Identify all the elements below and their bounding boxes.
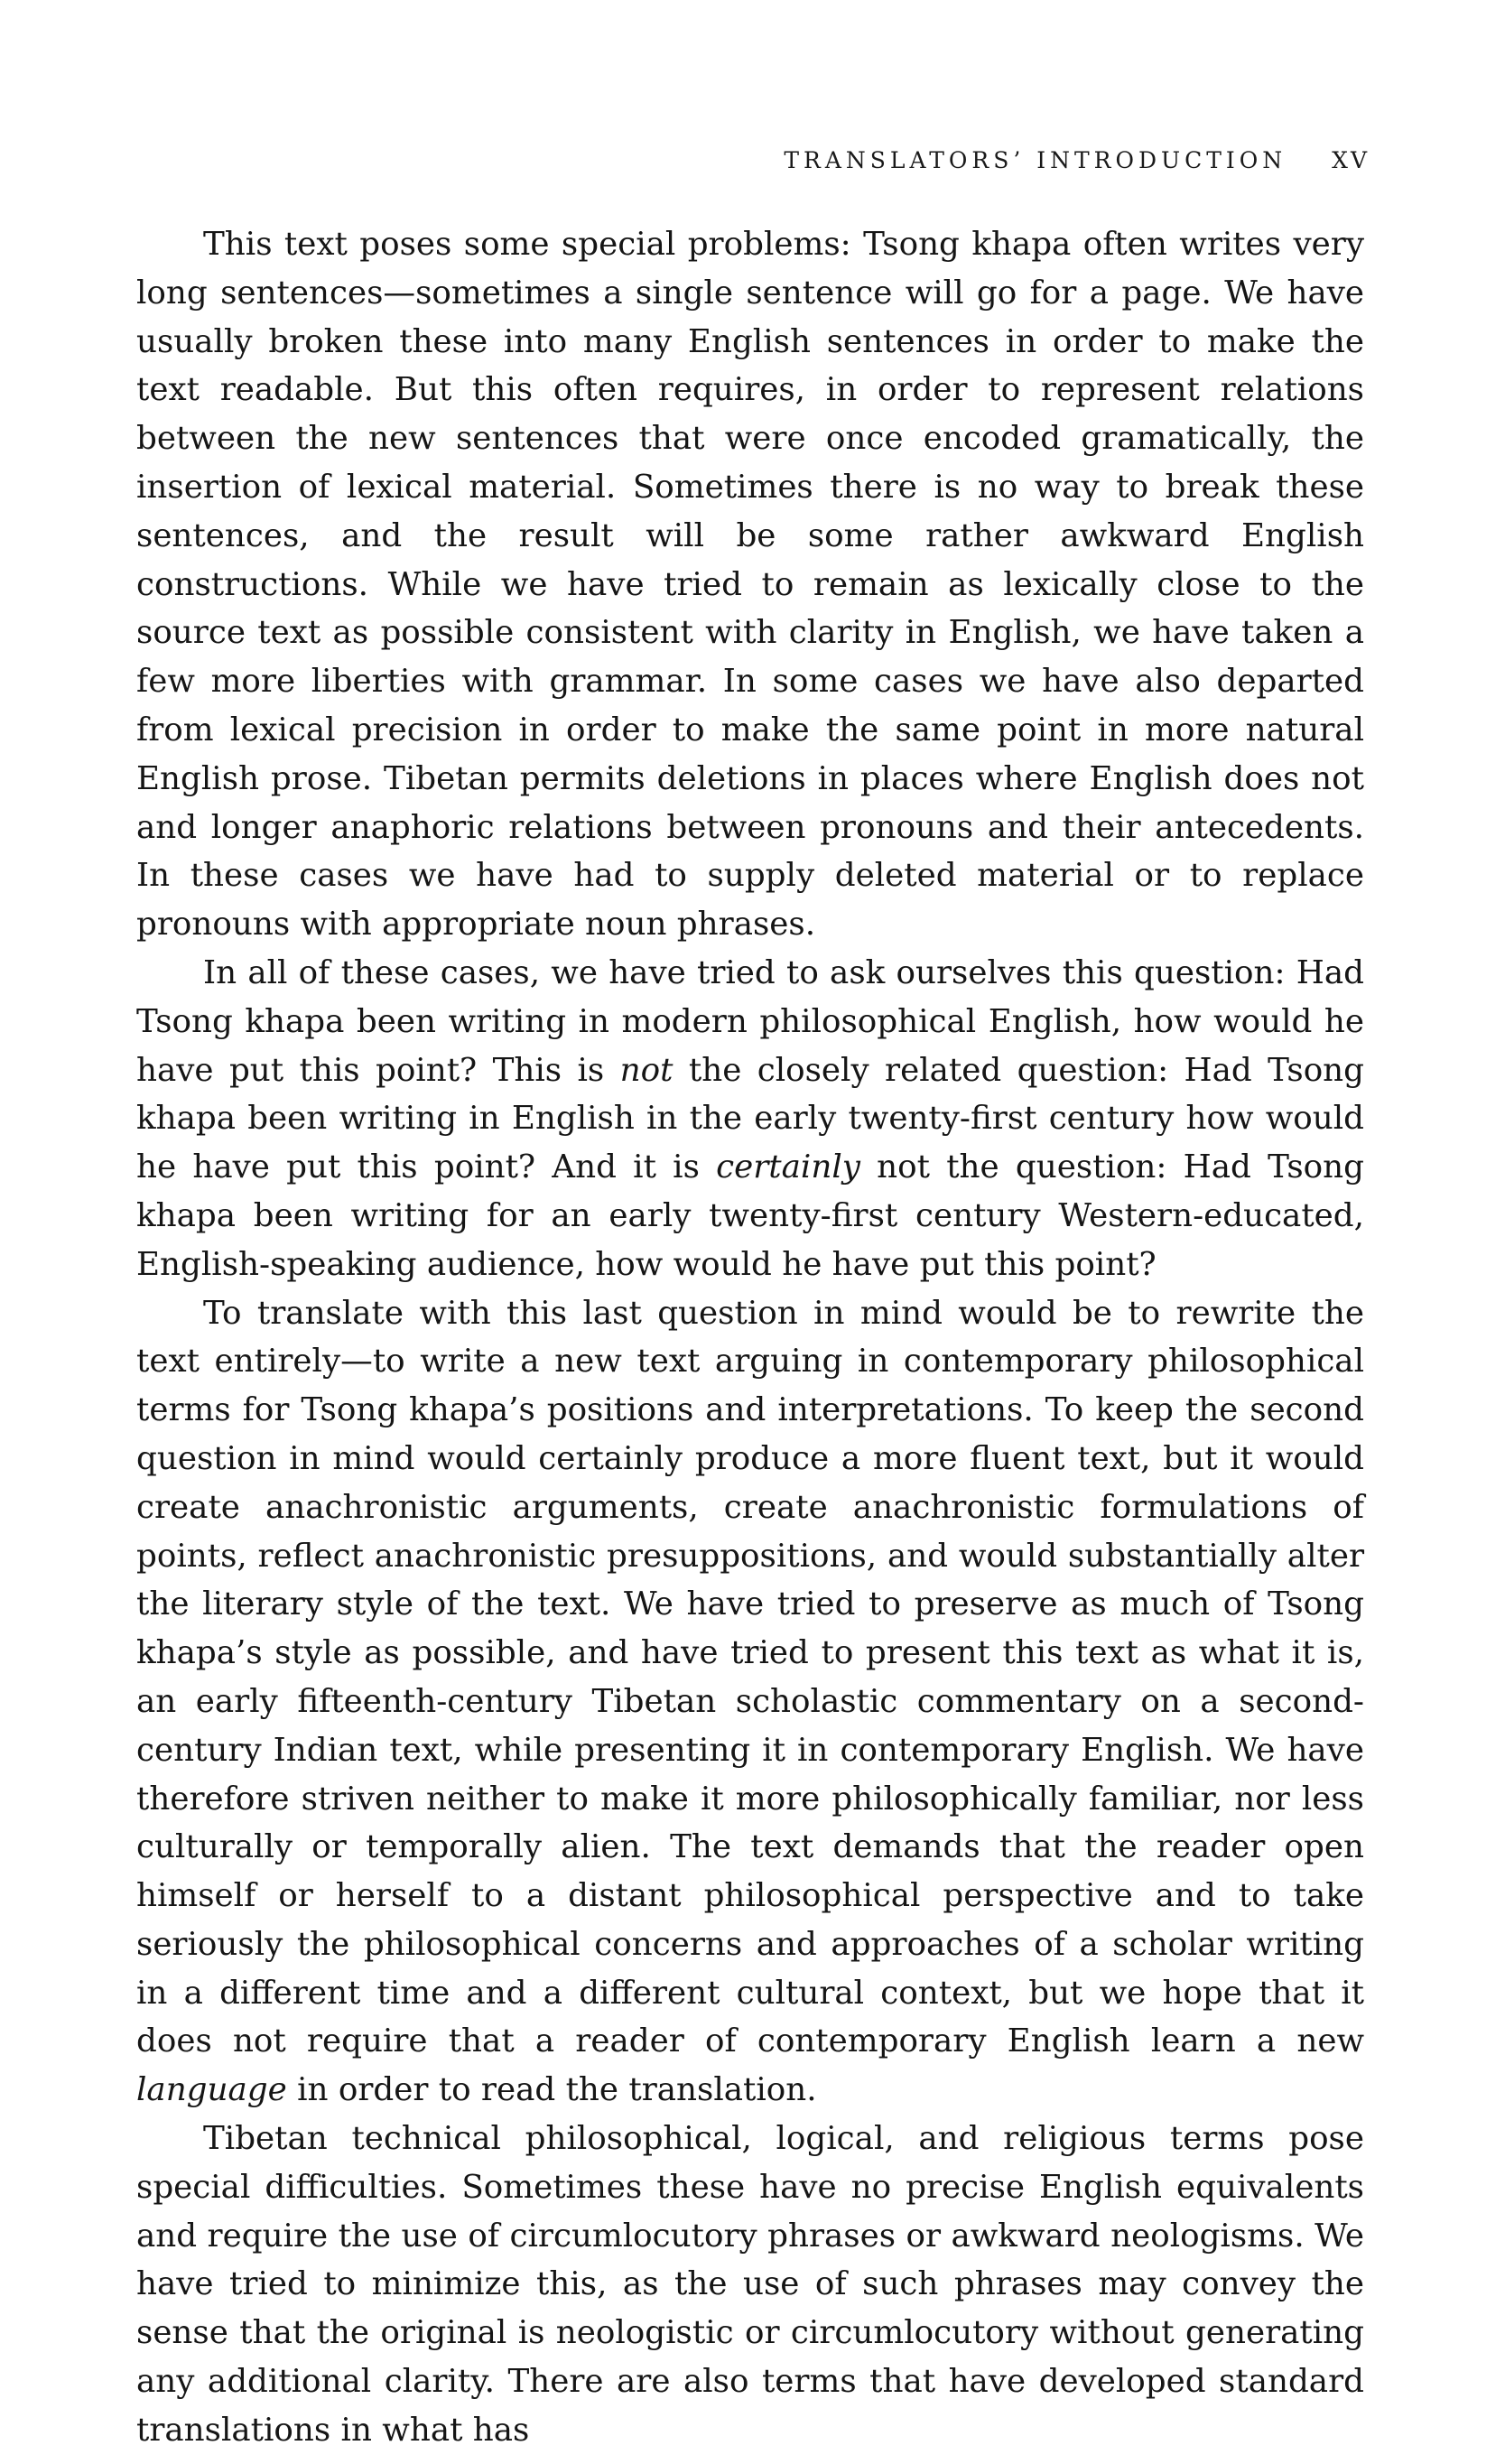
running-head (784, 143, 1370, 175)
paragraph-1 (136, 220, 1364, 949)
paragraph-1-text: This text poses some special problems: Tsong khapa often writes very long sentences—sometimes a single sentence will go for a page. We have usually broken these into many English sentences in order to make the text readable. But this often requires, in order to represent relations between the new sentences that were once encoded gramatically, the insertion of lexical material. Sometimes there is no way to break these sentences, and the result will be some rather awkward English constructions. While we have tried to remain as lexically close to the source text as possible consistent with clarity in English, we have taken a few more liberties with grammar. In some cases we have also departed from lexical precision in order to make the same point in more natural English prose. Tibetan permits deletions in places where English does not and longer anaphoric relations between pronouns and their antecedents. In these cases we have had to supply deleted material or to replace pronouns with appropriate noun phrases. (136, 226, 1364, 944)
paragraph-2-text-b: the closely related question: Had Tsong khapa been writing in English in the early twenty-first century how would he have put this point? And it is (136, 1051, 1365, 1186)
paragraph-2-emphasis-not: not (619, 1051, 674, 1089)
paragraph-4-text: Tibetan technical philosophical, logical, and religious terms pose special difficulties. Sometimes these have no precise English equivalents and require the use of circumlocutory phrases or awkward neologisms. We have tried to minimize this, as the use of such phrases may convey the sense that the original is neologistic or circumlocutory without generating any additional clarity. There are also terms that have developed standard translations in what has (136, 2120, 1364, 2449)
paragraph-3-text-a: To translate with this last question in mind would be to rewrite the text entirely—to write a new text arguing in contemporary philosophical terms for Tsong khapa’s positions and interpretations. To keep the second question in mind would certainly produce a more fluent text, but it would create anachronistic arguments, create anachronistic formulations of points, reflect anachronistic presuppositions, and would substantially alter the literary style of the text. We have tried to preserve as much of Tsong khapa’s style as possible, and have tried to present this text as what it is, an early fifteenth-century Tibetan scholastic commentary on a second-century Indian text, while presenting it in contemporary English. We have therefore striven neither to make it more philosophically familiar, nor less culturally or temporally alien. The text demands that the reader open himself or herself to a distant philosophical perspective and to take seriously the philosophical concerns and approaches of a scholar writing in a different time and a different cultural context, but we hope that it does not require that a reader of contemporary English learn a new (136, 1294, 1364, 2060)
paragraph-3 (136, 1289, 1364, 2115)
running-head-title: TRANSLATORS’ INTRODUCTION (784, 147, 1287, 173)
body-text (136, 220, 1364, 2455)
paragraph-2-text-a: In all of these cases, we have tried to ask ourselves this question: Had Tsong khapa been writing in modern philosophical English, how would he have put this point? This is (136, 953, 1364, 1089)
paragraph-3-emphasis-language: language (136, 2071, 287, 2109)
page-number: XV (1332, 147, 1370, 173)
paragraph-2-text-c: not the question: Had Tsong khapa been writing for an early twenty-first century Western-educated, English-speaking audience, how would he have put this point? (136, 1148, 1364, 1283)
paragraph-3-text-b: in order to read the translation. (286, 2071, 817, 2109)
paragraph-2 (136, 949, 1364, 1289)
paragraph-4 (136, 2115, 1364, 2455)
paragraph-2-emphasis-certainly: certainly (716, 1148, 860, 1186)
